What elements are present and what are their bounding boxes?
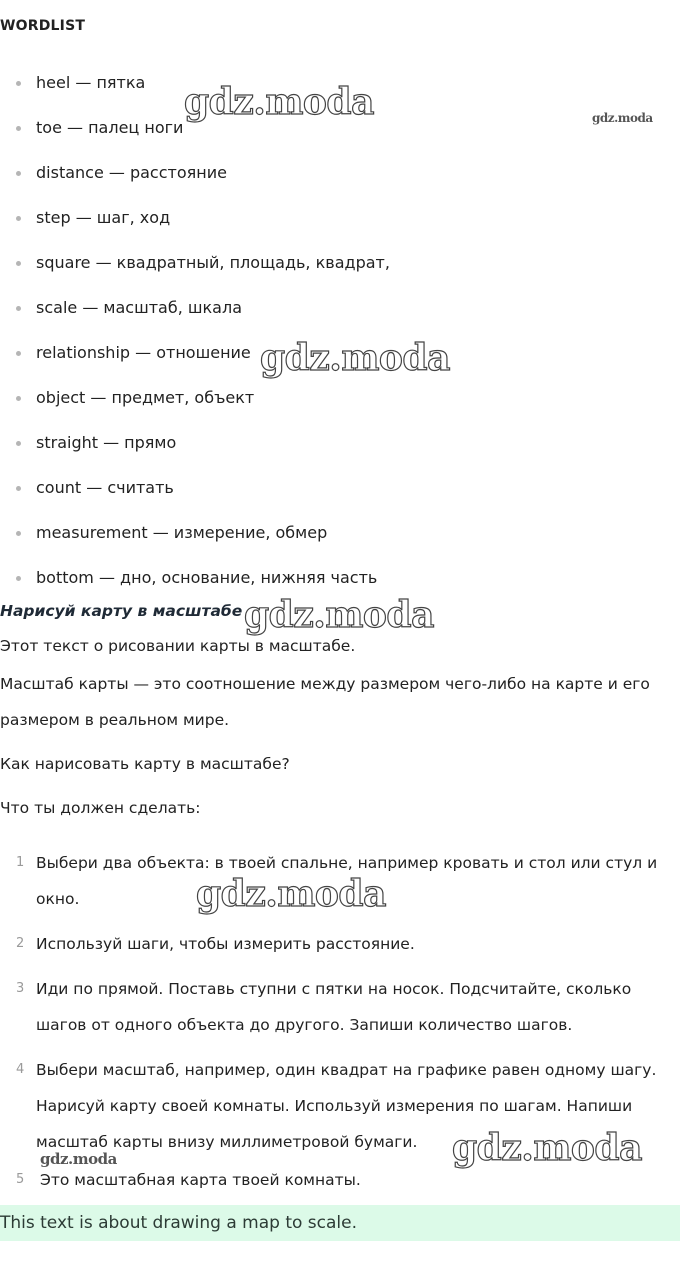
list-item-text: step — шаг, ход [36,208,171,227]
step-number: 2 [16,936,25,951]
bullet-icon [16,261,21,266]
paragraph-intro: Этот текст о рисовании карты в масштабе. [0,637,356,655]
step-text: Выбери масштаб, например, один квадрат на графике равен одному шагу. Нарисуй карту своей комнаты. Используй измерения по шагам. Напиши масштаб карты внизу миллиметровой бумаги. [36,1061,657,1151]
translation-callout: This text is about drawing a map to scale. [0,1205,680,1241]
watermark-logo: gdz.moda [452,1127,642,1169]
bullet-icon [16,171,21,176]
list-item [0,427,680,472]
step-number: 5 [16,1172,25,1187]
list-item [0,202,680,247]
watermark-logo: gdz.moda [592,111,653,125]
watermark-logo: gdz.moda [260,337,450,379]
step-item [0,926,680,971]
bullet-icon [16,441,21,446]
list-item-text: object — предмет, объект [36,388,255,407]
step-number: 4 [16,1062,25,1077]
list-item [0,517,680,562]
bullet-icon [16,576,21,581]
step-number: 3 [16,981,25,996]
step-text: Используй шаги, чтобы измерить расстояние. [36,935,415,953]
bullet-icon [16,216,21,221]
bullet-icon [16,486,21,491]
list-item [0,382,680,427]
list-item-text: measurement — измерение, обмер [36,523,328,542]
list-item [0,292,680,337]
list-item-text: toe — палец ноги [36,118,184,137]
list-item-text: heel — пятка [36,73,146,92]
list-item-text: relationship — отношение [36,343,251,362]
step-item [0,971,680,1052]
paragraph-question: Как нарисовать карту в масштабе? [0,755,290,773]
list-item-text: bottom — дно, основание, нижняя часть [36,568,378,587]
list-item-text: scale — масштаб, шкала [36,298,243,317]
step-text: Выбери два объекта: в твоей спальне, например кровать и стол или стул и окно. [36,854,658,908]
list-item-text: straight — прямо [36,433,177,452]
paragraph-definition: Масштаб карты — это соотношение между размером чего-либо на карте и его размером в реальном мире. [0,675,650,729]
watermark-logo: gdz.moda [196,873,386,915]
step-number: 1 [16,855,25,870]
bullet-icon [16,396,21,401]
bullet-icon [16,351,21,356]
bullet-icon [16,531,21,536]
list-item-text: square — квадратный, площадь, квадрат, [36,253,390,272]
step-text: Иди по прямой. Поставь ступни с пятки на носок. Подсчитайте, сколько шагов от одного объекта до другого. Запиши количество шагов. [36,980,632,1034]
list-item-text: count — считать [36,478,174,497]
step-text: Это масштабная карта твоей комнаты. [40,1171,361,1189]
watermark-logo: gdz.moda [244,594,434,636]
bullet-icon [16,126,21,131]
watermark-logo: gdz.moda [40,1150,117,1168]
section-heading: Нарисуй карту в масштабе [0,602,243,620]
paragraph-instructions: Что ты должен сделать: [0,799,201,817]
list-item [0,157,680,202]
bullet-icon [16,306,21,311]
list-item [0,247,680,292]
list-item [0,472,680,517]
page-title: WORDLIST [0,18,86,34]
bullet-icon [16,81,21,86]
watermark-logo: gdz.moda [184,81,374,123]
list-item-text: distance — расстояние [36,163,227,182]
